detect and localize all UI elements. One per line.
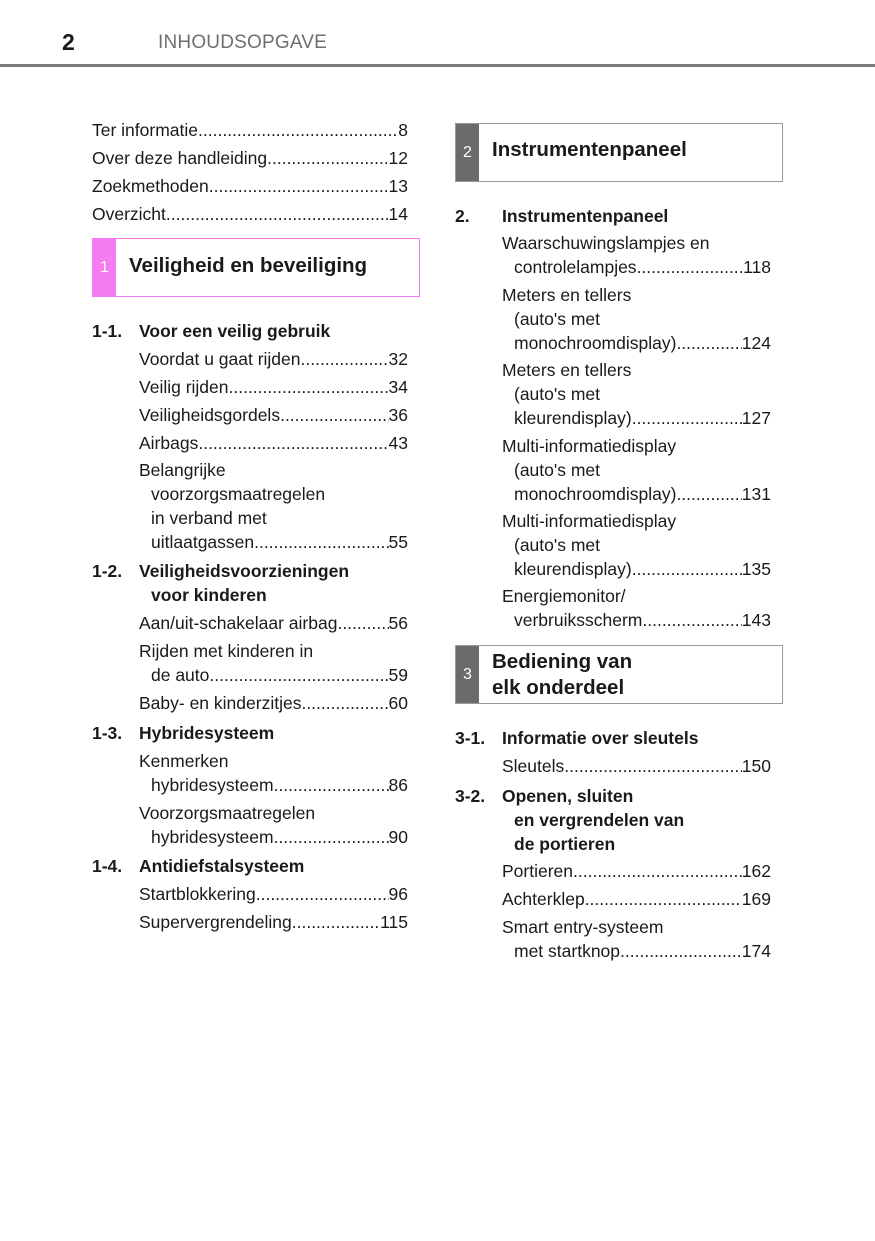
- toc-entry[interactable]: Baby- en kinderzitjes ..... 60: [139, 691, 408, 715]
- toc-entry-line[interactable]: in verband met: [151, 508, 267, 528]
- chapter-number-tab: 2: [456, 124, 479, 181]
- toc-entry[interactable]: kleurendisplay) ..... 127: [502, 406, 771, 430]
- toc-entry[interactable]: verbruiksscherm ..... 143: [502, 608, 771, 632]
- toc-entry[interactable]: Zoekmethoden ..... 13: [92, 174, 408, 198]
- toc-entry[interactable]: Voordat u gaat rijden ..... 32: [139, 347, 408, 371]
- toc-entry-line[interactable]: Meters en tellers: [502, 285, 632, 305]
- toc-entry-line[interactable]: Multi-informatiedisplay: [502, 436, 677, 456]
- toc-entry[interactable]: Sleutels ..... 150: [502, 754, 771, 778]
- toc-entry[interactable]: Veiligheidsgordels ..... 36: [139, 403, 408, 427]
- section-heading[interactable]: 1-1. Voor een veilig gebruik: [92, 321, 331, 341]
- toc-entry[interactable]: controlelampjes ..... 118: [502, 255, 771, 279]
- toc-entry-line[interactable]: voorzorgsmaatregelen: [151, 484, 326, 504]
- section-heading[interactable]: 1-2. Veiligheidsvoorzieningen: [92, 561, 350, 581]
- toc-entry[interactable]: uitlaatgassen ..... 55: [139, 530, 408, 554]
- chapter-number-tab: 3: [456, 646, 479, 703]
- toc-entry-line[interactable]: Kenmerken: [139, 751, 229, 771]
- toc-entry-line[interactable]: (auto's met: [514, 535, 601, 555]
- section-heading-cont[interactable]: en vergrendelen van: [514, 810, 685, 830]
- toc-entry[interactable]: de auto ..... 59: [139, 663, 408, 687]
- toc-entry[interactable]: Overzicht ..... 14: [92, 202, 408, 226]
- toc-entry-line[interactable]: (auto's met: [514, 384, 601, 404]
- header-rule: [0, 64, 875, 67]
- toc-entry-line[interactable]: Energiemonitor/: [502, 586, 626, 606]
- section-heading-cont[interactable]: de portieren: [514, 834, 616, 854]
- page-header: [0, 0, 875, 68]
- chapter-3-heading[interactable]: [455, 645, 783, 704]
- toc-entry[interactable]: Achterklep ..... 169: [502, 887, 771, 911]
- toc-entry[interactable]: Ter informatie ..... 8: [92, 118, 408, 142]
- toc-entry-line[interactable]: Smart entry-systeem: [502, 917, 664, 937]
- chapter-title-line2: elk onderdeel: [492, 676, 625, 699]
- toc-entry[interactable]: Airbags ..... 43: [139, 431, 408, 455]
- toc-entry[interactable]: Aan/uit-schakelaar airbag ..... 56: [139, 611, 408, 635]
- toc-entry[interactable]: Veilig rijden ..... 34: [139, 375, 408, 399]
- toc-entry-line[interactable]: (auto's met: [514, 309, 601, 329]
- toc-entry[interactable]: Supervergrendeling ..... 115: [139, 910, 408, 934]
- toc-entry[interactable]: hybridesysteem ..... 90: [139, 825, 408, 849]
- section-heading[interactable]: 3-1. Informatie over sleutels: [455, 728, 699, 748]
- toc-entry[interactable]: monochroomdisplay) ..... 124: [502, 331, 771, 355]
- toc-entry-line[interactable]: Belangrijke: [139, 460, 226, 480]
- section-heading[interactable]: 2. Instrumentenpaneel: [455, 206, 669, 226]
- chapter-number-tab: 1: [93, 239, 116, 296]
- toc-entry-line[interactable]: Waarschuwingslampjes en: [502, 233, 710, 253]
- chapter-2-heading[interactable]: [455, 123, 783, 182]
- toc-entry-line[interactable]: Rijden met kinderen in: [139, 641, 314, 661]
- section-heading[interactable]: 3-2. Openen, sluiten: [455, 786, 634, 806]
- section-heading-cont[interactable]: voor kinderen: [151, 585, 267, 605]
- toc-entry-line[interactable]: Voorzorgsmaatregelen: [139, 803, 316, 823]
- page-number: 2: [62, 29, 75, 55]
- toc-entry-line[interactable]: Meters en tellers: [502, 360, 632, 380]
- toc-entry[interactable]: hybridesysteem ..... 86: [139, 773, 408, 797]
- toc-entry[interactable]: kleurendisplay) ..... 135: [502, 557, 771, 581]
- toc-entry[interactable]: monochroomdisplay) ..... 131: [502, 482, 771, 506]
- toc-entry[interactable]: Startblokkering ..... 96: [139, 882, 408, 906]
- toc-entry[interactable]: met startknop ..... 174: [502, 939, 771, 963]
- toc-entry[interactable]: Over deze handleiding ..... 12: [92, 146, 408, 170]
- chapter-1-heading[interactable]: [92, 238, 420, 297]
- header-title: INHOUDSOPGAVE: [158, 32, 328, 53]
- toc-entry-line[interactable]: (auto's met: [514, 460, 601, 480]
- chapter-title: Veiligheid en beveiliging: [129, 254, 368, 277]
- chapter-title: Instrumentenpaneel: [492, 138, 687, 161]
- section-heading[interactable]: 1-4. Antidiefstalsysteem: [92, 856, 305, 876]
- toc-entry[interactable]: Portieren ..... 162: [502, 859, 771, 883]
- toc-entry-line[interactable]: Multi-informatiedisplay: [502, 511, 677, 531]
- chapter-title-line1: Bediening van: [492, 650, 633, 673]
- section-heading[interactable]: 1-3. Hybridesysteem: [92, 723, 275, 743]
